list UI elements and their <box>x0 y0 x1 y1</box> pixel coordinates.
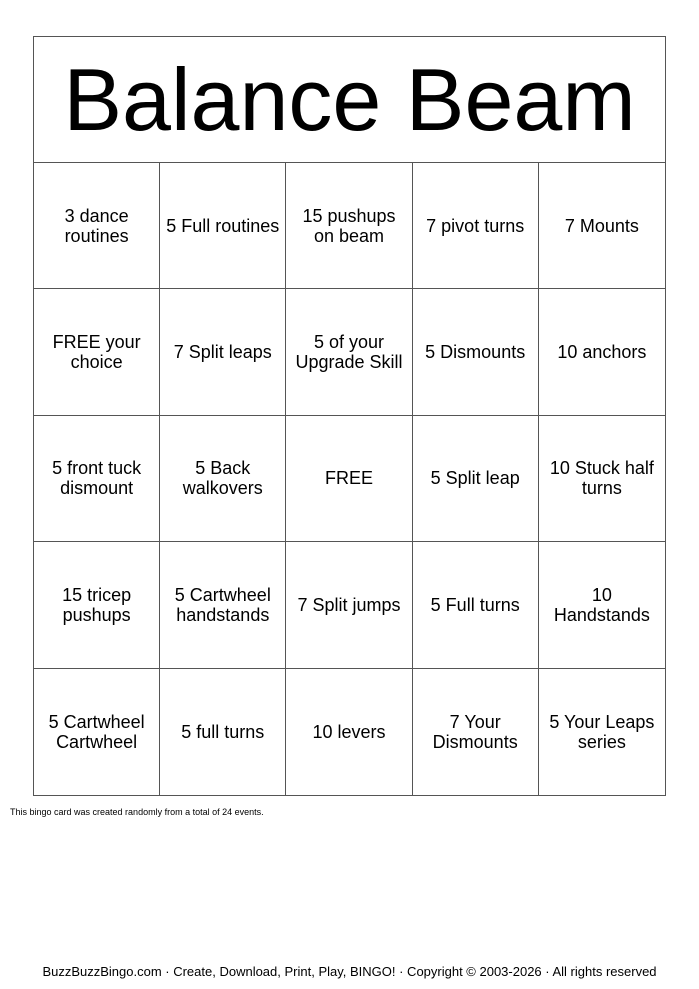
bingo-cell: 5 Split leap <box>413 416 539 542</box>
bingo-card <box>33 36 666 796</box>
free-space-cell: FREE <box>286 416 412 542</box>
bingo-cell: 10 anchors <box>539 289 665 415</box>
bingo-cell: 7 Your Dismounts <box>413 669 539 795</box>
bingo-cell: 15 tricep pushups <box>34 542 160 668</box>
bingo-cell: 7 Mounts <box>539 163 665 289</box>
bingo-cell: 10 levers <box>286 669 412 795</box>
bingo-cell: 7 pivot turns <box>413 163 539 289</box>
bingo-cell: 5 Dismounts <box>413 289 539 415</box>
card-title: Balance Beam <box>34 37 665 163</box>
bingo-cell: 10 Handstands <box>539 542 665 668</box>
bingo-grid <box>34 163 665 795</box>
bingo-cell: 15 pushups on beam <box>286 163 412 289</box>
bingo-cell: 10 Stuck half turns <box>539 416 665 542</box>
bingo-cell: 5 Full routines <box>160 163 286 289</box>
bingo-cell: 5 Cartwheel handstands <box>160 542 286 668</box>
bingo-cell: 5 full turns <box>160 669 286 795</box>
bingo-cell: 3 dance routines <box>34 163 160 289</box>
bingo-cell: 5 Back walkovers <box>160 416 286 542</box>
bingo-cell: 5 front tuck dismount <box>34 416 160 542</box>
page-footer: BuzzBuzzBingo.com · Create, Download, Print, Play, BINGO! · Copyright © 2003-2026 · All rights reserved <box>42 964 657 979</box>
bingo-cell: 7 Split jumps <box>286 542 412 668</box>
bingo-cell: FREE your choice <box>34 289 160 415</box>
bingo-cell: 5 Cartwheel Cartwheel <box>34 669 160 795</box>
bingo-cell: 5 of your Upgrade Skill <box>286 289 412 415</box>
bingo-cell: 7 Split leaps <box>160 289 286 415</box>
bingo-cell: 5 Full turns <box>413 542 539 668</box>
generation-note: This bingo card was created randomly from a total of 24 events. <box>10 807 264 817</box>
bingo-cell: 5 Your Leaps series <box>549 711 655 752</box>
